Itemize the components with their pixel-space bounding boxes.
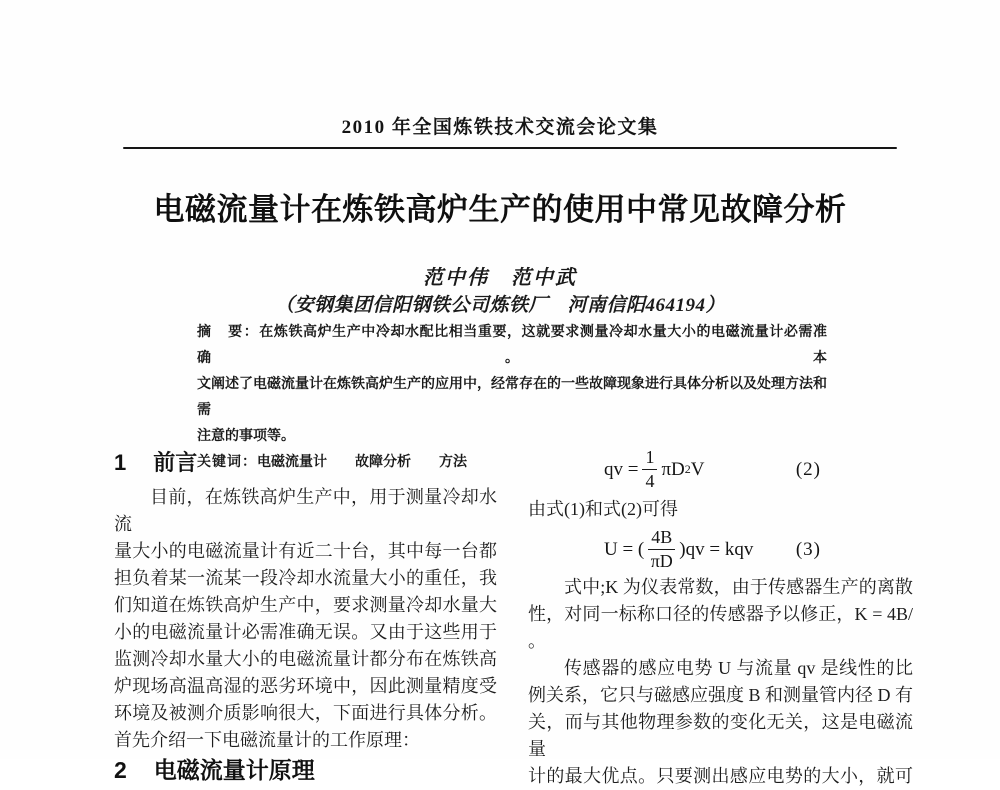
abstract-text: 在炼铁高炉生产中冷却水配比相当重要，这就要求测量冷却水量大小的电磁流量计必需准确。本	[197, 325, 828, 366]
section-2-title: 电磁流量计原理	[153, 757, 315, 783]
formula-2-expression: qv = $\frac{1}{4}$ πD 2 V	[604, 446, 705, 491]
section-2-heading	[114, 756, 497, 784]
keywords-label: 关键词：	[197, 455, 257, 470]
paragraph-line: 监测冷却水量大小的电磁流量计都分布在炼铁高	[114, 649, 497, 669]
paragraph-line: 们知道在炼铁高炉生产中，要求测量冷却水量大	[114, 595, 497, 615]
paragraph-line: 例关系，它只与磁感应强度 B 和测量管内径 D 有	[528, 685, 914, 705]
section-1-heading	[114, 444, 497, 482]
abstract-line: 注意的事项等。	[197, 429, 295, 444]
right-column	[528, 444, 913, 790]
formula-3-number: (3)	[795, 538, 821, 560]
paragraph-line: 关，而与其他物理参数的变化无关，这是电磁流量	[528, 712, 913, 759]
paragraph-line: 。	[528, 631, 546, 651]
formula-3-expression: U = ( $\frac{4B}{\pi D}$ )qv = kqv	[604, 526, 754, 571]
derivation-text: 由式(1)和式(2)可得	[528, 499, 678, 519]
section-1-title: 前言	[153, 450, 198, 475]
section-2-number: 2	[114, 757, 127, 783]
fraction: $\frac{4B}{\pi D}$	[648, 527, 675, 571]
abstract-line: 文阐述了电磁流量计在炼铁高炉生产的应用中，经常存在的一些故障现象进行具体分析以及处理方法和需	[197, 377, 827, 418]
paragraph-line: 性，对同一标称口径的传感器予以修正，K = 4B/	[528, 604, 913, 624]
paragraph-line: 担负着某一流某一段冷却水流量大小的重任，我	[114, 568, 497, 588]
paragraph-line: 小的电磁流量计必需准确无误。又由于这些用于	[114, 622, 497, 642]
paragraph-line: 计的最大优点。只要测出感应电势的大小，就可	[528, 766, 913, 786]
paragraph-line: 环境及被测介质影响很大，下面进行具体分析。	[114, 703, 497, 723]
abstract-label: 摘 要：	[197, 325, 260, 340]
paragraph-line: 式中;K 为仪表常数，由于传感器生产的离散	[564, 577, 913, 597]
formula-2-number: (2)	[795, 458, 821, 480]
paragraph-line: 炉现场高温高湿的恶劣环境中，因此测量精度受	[114, 676, 497, 696]
paragraph-line: 量大小的电磁流量计有近二十台，其中每一台都	[114, 541, 497, 561]
paragraph-line: 传感器的感应电势 U 与流量 qv 是线性的比	[564, 658, 913, 678]
keywords-text: 电磁流量计 故障分析 方法	[257, 455, 467, 470]
header-rule	[123, 147, 897, 149]
left-column	[114, 444, 497, 784]
paper-title: 电磁流量计在炼铁高炉生产的使用中常见故障分析	[153, 192, 847, 227]
paragraph-line: 目前，在炼铁高炉生产中，用于测量冷却水流	[114, 487, 497, 534]
fraction: $\frac{1}{4}$	[642, 447, 657, 491]
authors: 范中伟 范中武	[423, 267, 577, 289]
formula-3	[528, 524, 913, 574]
abstract-line	[197, 320, 827, 372]
affiliation: （安钢集团信阳钢铁公司炼铁厂 河南信阳464194）	[274, 295, 725, 316]
proceedings-header: 2010 年全国炼铁技术交流会论文集	[341, 117, 659, 138]
paragraph-line: 首先介绍一下电磁流量计的工作原理：	[114, 730, 420, 750]
section-1-number: 1	[114, 450, 127, 475]
formula-2	[528, 444, 913, 494]
